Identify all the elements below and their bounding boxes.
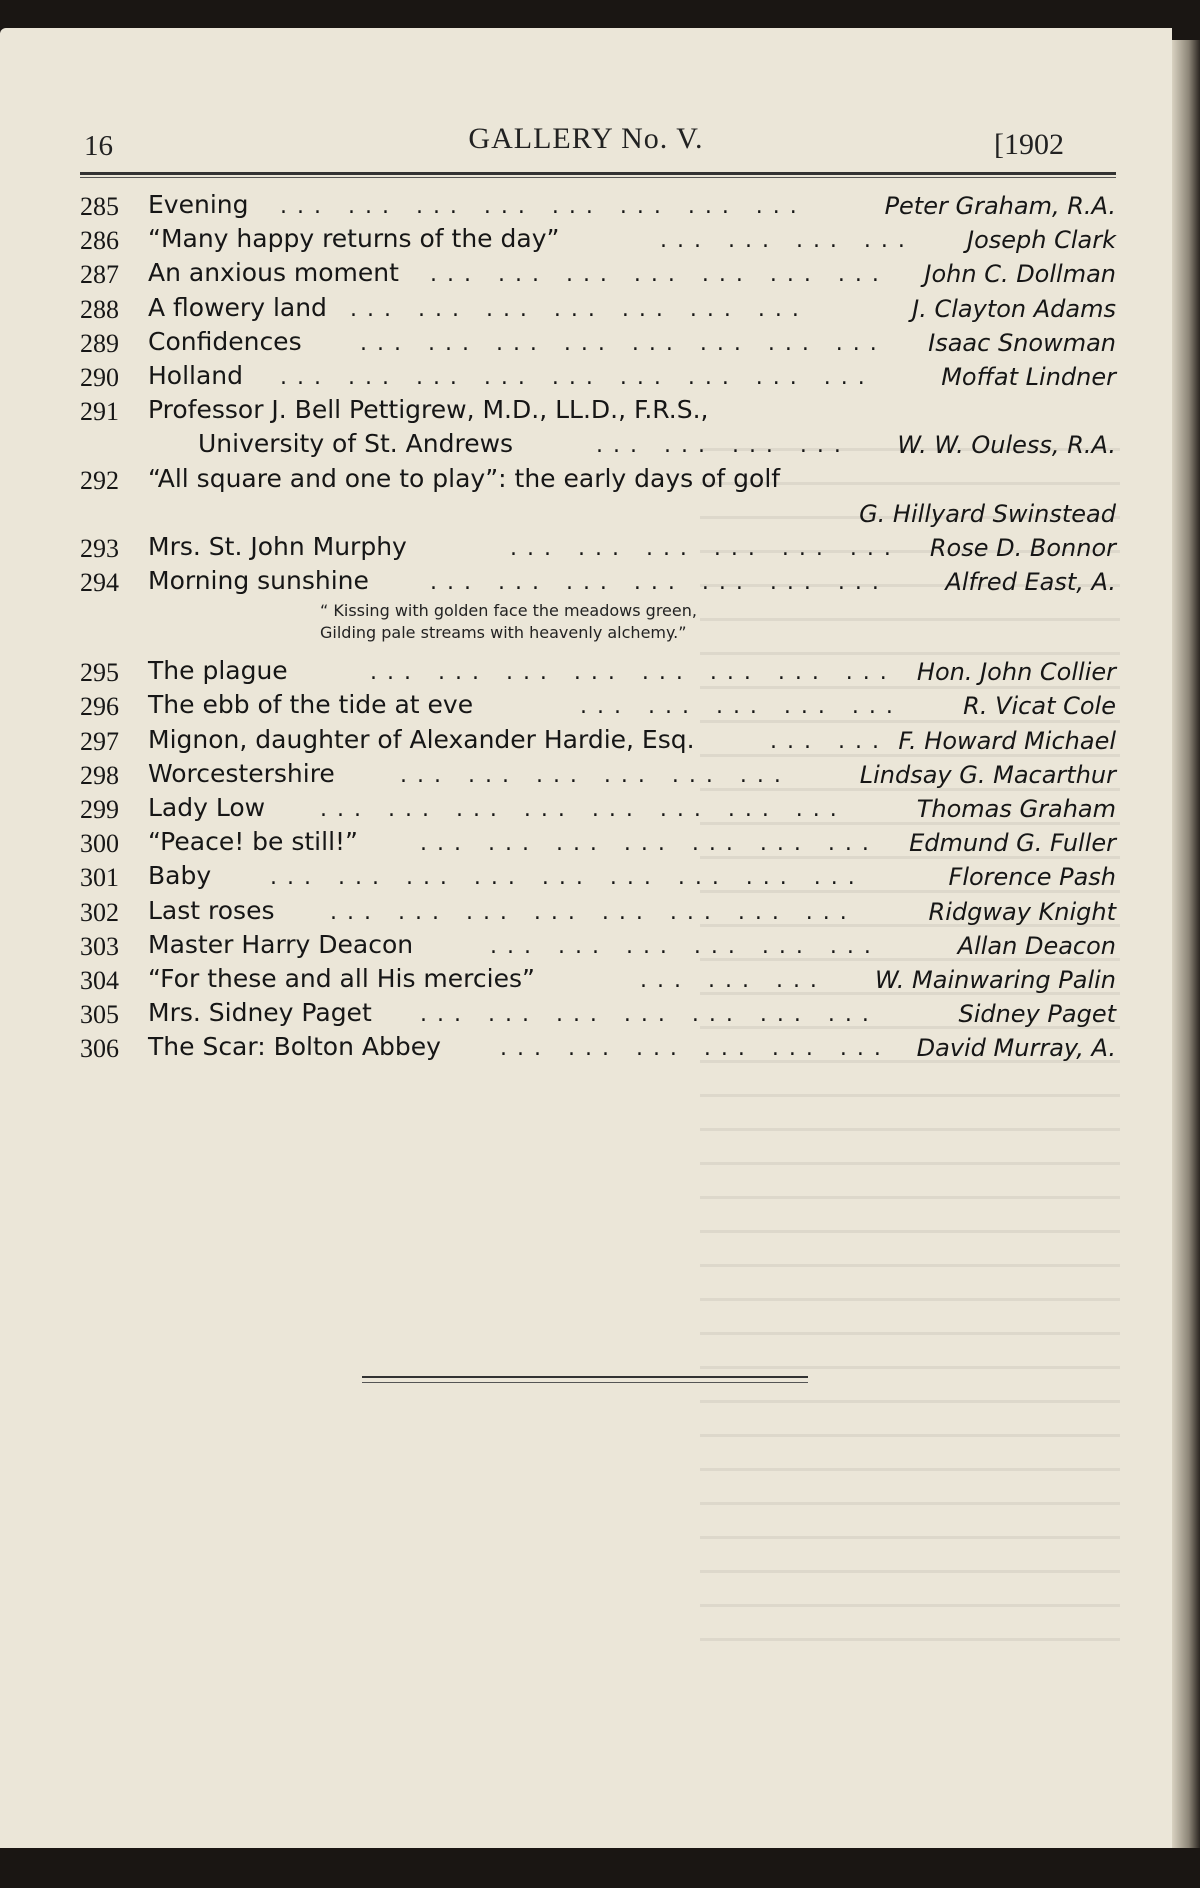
leader-dots: ... ... ... ... ... ... ... ...	[360, 330, 887, 356]
leader-dots: ... ... ... ... ... ... ...	[350, 296, 809, 322]
leader-dots: ... ... ... ... ... ... ...	[430, 570, 889, 596]
list-item	[0, 291, 1172, 325]
entry-artist: Florence Pash	[948, 863, 1116, 892]
entry-title: Mignon, daughter of Alexander Hardie, Esq.	[148, 724, 695, 754]
leader-dots: ... ... ... ... ... ... ... ...	[280, 194, 807, 219]
entry-number: 286	[80, 226, 119, 256]
header-rule	[80, 172, 1116, 175]
entry-number: 292	[80, 465, 119, 495]
entry-number: 306	[80, 1034, 119, 1064]
entries-list	[0, 188, 1172, 1065]
leader-dots: ... ... ...	[640, 967, 827, 993]
entry-number: 285	[80, 192, 119, 221]
entry-title: Holland	[148, 360, 244, 390]
entry-artist: Rose D. Bonnor	[929, 533, 1116, 562]
entry-title: “Peace! be still!”	[148, 827, 358, 857]
entry-title: Last roses	[148, 895, 275, 925]
entry-number: 304	[80, 965, 119, 995]
entry-title: Evening	[148, 190, 249, 219]
entry-title: An anxious moment	[148, 258, 399, 288]
leader-dots: ... ...	[770, 728, 889, 754]
list-item	[0, 654, 1172, 688]
end-rule	[362, 1376, 808, 1378]
epigraph-line: Gilding pale streams with heavenly alchemy.”	[320, 623, 687, 643]
leader-dots: ... ... ... ... ... ... ... ...	[330, 899, 857, 925]
entry-artist: Isaac Snowman	[928, 328, 1116, 357]
list-item	[0, 427, 1172, 461]
year-label: [1902	[994, 128, 1064, 161]
entry-artist: F. Howard Michael	[898, 726, 1116, 755]
entry-number: 301	[80, 863, 119, 893]
entry-artist: Thomas Graham	[916, 795, 1116, 823]
entry-title: “All square and one to play”: the early days of golf	[148, 463, 781, 493]
entry-title: Mrs. Sidney Paget	[148, 998, 372, 1028]
leader-dots: ... ... ... ... ... ...	[510, 535, 901, 561]
leader-dots: ... ... ... ...	[596, 433, 851, 459]
list-item	[0, 188, 1172, 222]
entry-title: Lady Low	[148, 793, 266, 822]
entry-artist: Allan Deacon	[957, 931, 1116, 960]
entry-title: A flowery land	[148, 292, 327, 322]
entry-artist: Hon. John Collier	[916, 658, 1116, 687]
list-item	[0, 757, 1172, 791]
entry-artist: J. Clayton Adams	[912, 294, 1116, 323]
entry-artist: David Murray, A.	[916, 1034, 1116, 1063]
entry-number: 289	[80, 328, 119, 358]
book-edge	[1172, 40, 1200, 1848]
entry-number: 291	[80, 397, 119, 427]
list-item	[0, 393, 1172, 427]
entry-number: 297	[80, 726, 119, 756]
epigraph-line: “ Kissing with golden face the meadows green,	[320, 601, 697, 621]
end-rule-thin	[362, 1382, 808, 1383]
entry-number: 295	[80, 658, 119, 688]
entry-number: 288	[80, 294, 119, 324]
list-item	[0, 359, 1172, 393]
leader-dots: ... ... ... ... ... ... ... ... ...	[280, 364, 875, 390]
entry-title: Mrs. St. John Murphy	[148, 531, 407, 561]
entry-number: 290	[80, 362, 119, 392]
entry-title: Worcestershire	[148, 758, 335, 788]
leader-dots: ... ... ... ... ... ...	[490, 933, 881, 959]
list-item	[0, 996, 1172, 1030]
entry-artist: Sidney Paget	[958, 1000, 1116, 1029]
list-item	[0, 825, 1172, 859]
entry-title-continuation: University of St. Andrews	[198, 429, 514, 459]
list-item	[0, 859, 1172, 893]
list-item	[0, 688, 1172, 722]
page-header	[0, 100, 1120, 160]
list-item	[0, 894, 1172, 928]
page-number: 16	[84, 130, 113, 162]
entry-title: The plague	[148, 656, 288, 686]
entry-artist: R. Vicat Cole	[963, 692, 1116, 721]
list-item	[0, 462, 1172, 496]
entry-number: 300	[80, 829, 119, 859]
list-item	[0, 256, 1172, 290]
leader-dots: ... ... ... ... ... ... ...	[430, 262, 889, 288]
entry-number: 299	[80, 795, 119, 824]
entry-artist: Peter Graham, R.A.	[884, 192, 1116, 220]
list-item	[0, 222, 1172, 256]
header-rule-thin	[80, 177, 1116, 178]
list-item	[0, 723, 1172, 757]
entry-title: Master Harry Deacon	[148, 929, 414, 959]
leader-dots: ... ... ... ... ... ... ...	[420, 1002, 879, 1028]
entry-title: “For these and all His mercies”	[148, 963, 535, 993]
entry-number: 293	[80, 533, 119, 563]
leader-dots: ... ... ... ... ... ... ... ...	[320, 797, 847, 822]
entry-artist: Lindsay G. Macarthur	[859, 760, 1116, 789]
leader-dots: ... ... ... ... ... ...	[500, 1036, 891, 1062]
list-item	[0, 530, 1172, 564]
entry-number: 298	[80, 760, 119, 790]
leader-dots: ... ... ... ... ... ... ... ... ...	[270, 865, 865, 891]
entry-number: 287	[80, 260, 119, 290]
leader-dots: ... ... ... ... ... ...	[400, 762, 791, 788]
epigraph	[0, 598, 1172, 654]
list-item	[0, 928, 1172, 962]
list-item	[0, 791, 1172, 825]
list-item	[0, 1030, 1172, 1064]
leader-dots: ... ... ... ...	[660, 228, 915, 254]
page-title: GALLERY No. V.	[468, 122, 704, 155]
entry-artist: Ridgway Knight	[928, 897, 1116, 926]
entry-title: Confidences	[148, 326, 302, 356]
leader-dots: ... ... ... ... ... ... ...	[420, 831, 879, 857]
entry-title: The ebb of the tide at eve	[148, 690, 474, 720]
list-item	[0, 496, 1172, 530]
entry-artist: W. W. Ouless, R.A.	[897, 431, 1116, 460]
entry-title: The Scar: Bolton Abbey	[148, 1032, 441, 1062]
list-item	[0, 325, 1172, 359]
leader-dots: ... ... ... ... ... ... ... ...	[370, 660, 897, 686]
leader-dots: ... ... ... ... ...	[580, 694, 903, 720]
entry-artist: G. Hillyard Swinstead	[859, 499, 1116, 528]
entry-artist: Edmund G. Fuller	[909, 829, 1116, 858]
entry-number: 294	[80, 568, 119, 598]
entry-number: 296	[80, 692, 119, 722]
entry-number: 305	[80, 1000, 119, 1030]
entry-number: 303	[80, 931, 119, 961]
list-item	[0, 564, 1172, 598]
catalogue-page	[0, 28, 1172, 1848]
entry-artist: W. Mainwaring Palin	[875, 965, 1116, 994]
entry-artist: Moffat Lindner	[941, 362, 1116, 391]
entry-artist: Joseph Clark	[966, 226, 1116, 255]
entry-title: “Many happy returns of the day”	[148, 224, 560, 254]
entry-number: 302	[80, 897, 119, 927]
list-item	[0, 962, 1172, 996]
entry-title: Morning sunshine	[148, 566, 369, 596]
entry-title: Professor J. Bell Pettigrew, M.D., LL.D., F.R.S.,	[148, 395, 709, 425]
entry-artist: John C. Dollman	[924, 260, 1116, 289]
entry-artist: Alfred East, A.	[945, 568, 1116, 597]
entry-title: Baby	[148, 861, 212, 891]
